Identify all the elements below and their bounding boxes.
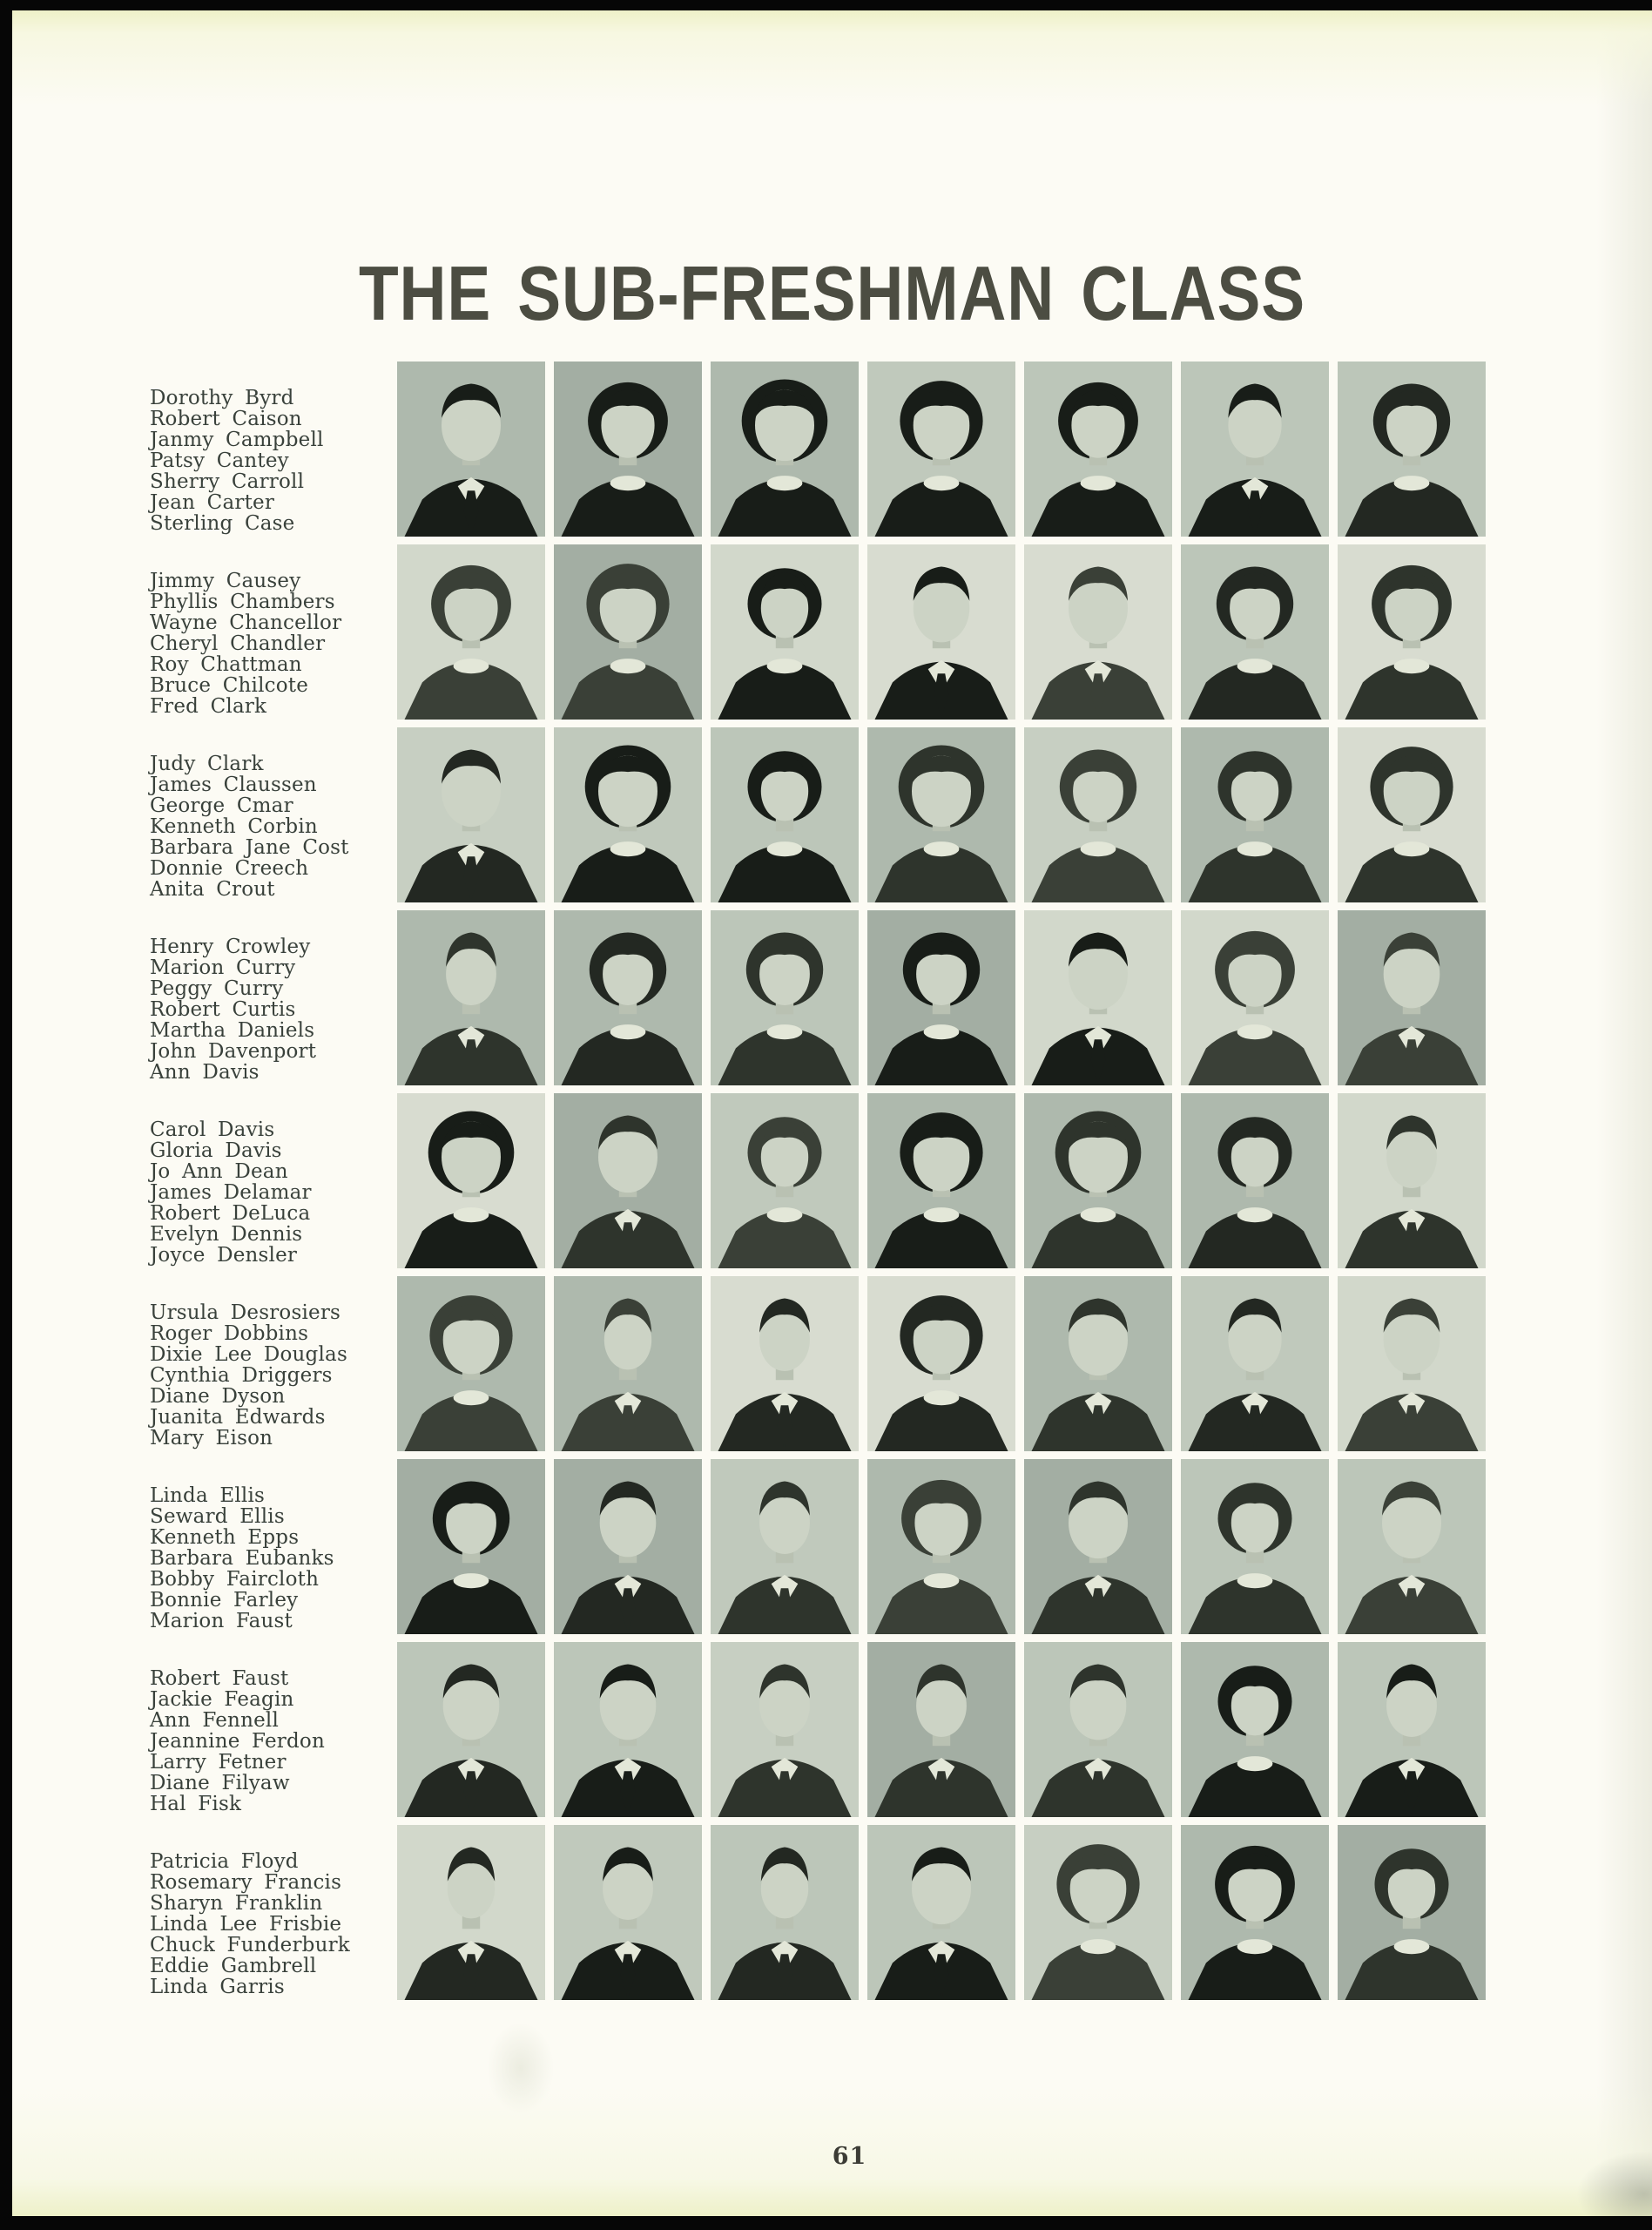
student-portrait xyxy=(1338,727,1486,902)
student-portrait xyxy=(397,910,545,1085)
student-name: Henry Crowley xyxy=(150,936,311,958)
student-name: Barbara Eubanks xyxy=(150,1547,334,1570)
portrait-silhouette-icon xyxy=(1181,362,1329,537)
student-name: Rosemary Francis xyxy=(150,1871,342,1894)
student-name: Seward Ellis xyxy=(150,1505,285,1528)
portrait-silhouette-icon xyxy=(554,1093,702,1268)
student-name: Gloria Davis xyxy=(150,1139,282,1162)
student-name: Diane Filyaw xyxy=(150,1772,290,1794)
portrait-silhouette-icon xyxy=(867,362,1015,537)
student-portrait xyxy=(711,1276,859,1451)
student-portrait xyxy=(711,1642,859,1817)
student-portrait xyxy=(397,1459,545,1634)
photo-row xyxy=(397,1459,1486,1634)
portrait-silhouette-icon xyxy=(1024,1276,1172,1451)
student-portrait xyxy=(867,910,1015,1085)
portrait-silhouette-icon xyxy=(867,1276,1015,1451)
portrait-silhouette-icon xyxy=(711,727,859,902)
student-portrait xyxy=(711,362,859,537)
student-name: Linda Lee Frisbie xyxy=(150,1913,342,1936)
portrait-silhouette-icon xyxy=(867,544,1015,720)
student-portrait xyxy=(867,1276,1015,1451)
student-name: Fred Clark xyxy=(150,695,267,718)
portrait-silhouette-icon xyxy=(1181,727,1329,902)
portrait-silhouette-icon xyxy=(1181,1459,1329,1634)
student-name: Janmy Campbell xyxy=(150,429,324,451)
portrait-silhouette-icon xyxy=(554,1459,702,1634)
portrait-silhouette-icon xyxy=(554,1642,702,1817)
student-portrait xyxy=(1181,1825,1329,2000)
student-portrait xyxy=(711,727,859,902)
student-name: Jackie Feagin xyxy=(150,1688,294,1711)
student-name: Phyllis Chambers xyxy=(150,591,335,613)
portrait-silhouette-icon xyxy=(1338,1642,1486,1817)
portrait-silhouette-icon xyxy=(1338,1093,1486,1268)
student-name: Dorothy Byrd xyxy=(150,387,294,409)
photo-row xyxy=(397,362,1486,537)
portrait-silhouette-icon xyxy=(397,1093,545,1268)
student-name: Jo Ann Dean xyxy=(150,1160,288,1183)
student-portrait xyxy=(554,1459,702,1634)
roster-row xyxy=(150,1459,1486,1634)
student-portrait xyxy=(711,1093,859,1268)
student-portrait xyxy=(1181,1276,1329,1451)
student-name: Marion Curry xyxy=(150,956,296,979)
portrait-silhouette-icon xyxy=(397,362,545,537)
portrait-silhouette-icon xyxy=(867,1642,1015,1817)
student-portrait xyxy=(397,727,545,902)
student-name: Ann Fennell xyxy=(150,1709,280,1732)
portrait-silhouette-icon xyxy=(1181,910,1329,1085)
student-portrait xyxy=(711,544,859,720)
photo-row xyxy=(397,910,1486,1085)
portrait-silhouette-icon xyxy=(1024,1459,1172,1634)
portrait-silhouette-icon xyxy=(1181,1093,1329,1268)
portrait-silhouette-icon xyxy=(397,1825,545,2000)
student-name: Bruce Chilcote xyxy=(150,674,309,697)
portrait-silhouette-icon xyxy=(554,727,702,902)
student-name: Sharyn Franklin xyxy=(150,1892,323,1915)
student-portrait xyxy=(397,1825,545,2000)
portrait-silhouette-icon xyxy=(711,1276,859,1451)
student-portrait xyxy=(1338,544,1486,720)
portrait-silhouette-icon xyxy=(867,1825,1015,2000)
student-name: Evelyn Dennis xyxy=(150,1223,303,1246)
page-title: THE SUB-FRESHMAN CLASS xyxy=(358,249,1306,336)
student-portrait xyxy=(554,1093,702,1268)
portrait-silhouette-icon xyxy=(867,910,1015,1085)
student-name: Robert Caison xyxy=(150,408,302,430)
student-name: Cheryl Chandler xyxy=(150,632,326,655)
student-portrait xyxy=(554,1642,702,1817)
name-list-group xyxy=(150,362,397,534)
student-portrait xyxy=(1338,1825,1486,2000)
portrait-silhouette-icon xyxy=(1338,362,1486,537)
portrait-silhouette-icon xyxy=(1024,910,1172,1085)
portrait-silhouette-icon xyxy=(397,1276,545,1451)
portrait-silhouette-icon xyxy=(711,362,859,537)
student-portrait xyxy=(1181,362,1329,537)
portrait-silhouette-icon xyxy=(1024,727,1172,902)
student-name: Linda Garris xyxy=(150,1976,285,1998)
roster-row xyxy=(150,1093,1486,1268)
student-name: Marion Faust xyxy=(150,1610,293,1632)
student-name: Cynthia Driggers xyxy=(150,1364,333,1387)
student-name: Eddie Gambrell xyxy=(150,1955,317,1977)
portrait-silhouette-icon xyxy=(1338,544,1486,720)
student-portrait xyxy=(397,362,545,537)
student-portrait xyxy=(711,1825,859,2000)
portrait-silhouette-icon xyxy=(711,910,859,1085)
student-name: Ann Davis xyxy=(150,1061,260,1084)
student-portrait xyxy=(1024,1459,1172,1634)
portrait-silhouette-icon xyxy=(1024,362,1172,537)
roster-row xyxy=(150,910,1486,1085)
name-list-group xyxy=(150,910,397,1083)
photo-row xyxy=(397,1825,1486,2000)
student-portrait xyxy=(711,1459,859,1634)
student-portrait xyxy=(867,1093,1015,1268)
student-portrait xyxy=(397,1093,545,1268)
student-name: Robert Curtis xyxy=(150,998,296,1021)
portrait-silhouette-icon xyxy=(711,544,859,720)
student-portrait xyxy=(554,1276,702,1451)
student-portrait xyxy=(554,727,702,902)
student-portrait xyxy=(554,1825,702,2000)
student-name: Anita Crout xyxy=(150,878,275,901)
student-portrait xyxy=(1181,1093,1329,1268)
student-name: Carol Davis xyxy=(150,1118,275,1141)
roster-row xyxy=(150,1825,1486,2000)
student-name: Diane Dyson xyxy=(150,1385,286,1408)
student-name: Roger Dobbins xyxy=(150,1322,309,1345)
portrait-silhouette-icon xyxy=(397,1642,545,1817)
student-name: Mary Eison xyxy=(150,1427,273,1450)
name-list-group xyxy=(150,1459,397,1632)
name-list-group xyxy=(150,1642,397,1814)
student-name: Roy Chattman xyxy=(150,653,302,676)
student-portrait xyxy=(1024,1642,1172,1817)
student-portrait xyxy=(867,544,1015,720)
photo-row xyxy=(397,727,1486,902)
student-name: Barbara Jane Cost xyxy=(150,836,349,859)
portrait-silhouette-icon xyxy=(397,727,545,902)
name-list-group xyxy=(150,1093,397,1266)
portrait-silhouette-icon xyxy=(1024,544,1172,720)
portrait-silhouette-icon xyxy=(1338,1459,1486,1634)
student-name: Bobby Faircloth xyxy=(150,1568,320,1591)
portrait-silhouette-icon xyxy=(867,1093,1015,1268)
portrait-silhouette-icon xyxy=(1338,910,1486,1085)
student-name: Joyce Densler xyxy=(150,1244,298,1267)
student-name: Jean Carter xyxy=(150,491,275,514)
student-portrait xyxy=(1338,1276,1486,1451)
student-name: Patricia Floyd xyxy=(150,1850,299,1873)
portrait-silhouette-icon xyxy=(554,1825,702,2000)
student-name: Peggy Curry xyxy=(150,977,284,1000)
student-portrait xyxy=(867,1459,1015,1634)
portrait-silhouette-icon xyxy=(1338,1825,1486,2000)
student-name: Chuck Funderburk xyxy=(150,1934,350,1956)
student-portrait xyxy=(397,1642,545,1817)
portrait-silhouette-icon xyxy=(1024,1093,1172,1268)
roster-row xyxy=(150,1276,1486,1451)
student-portrait xyxy=(554,362,702,537)
student-portrait xyxy=(1181,910,1329,1085)
portrait-silhouette-icon xyxy=(397,910,545,1085)
student-portrait xyxy=(1024,1825,1172,2000)
student-portrait xyxy=(554,910,702,1085)
student-name: Linda Ellis xyxy=(150,1484,266,1507)
student-portrait xyxy=(1181,727,1329,902)
portrait-silhouette-icon xyxy=(867,727,1015,902)
student-portrait xyxy=(867,727,1015,902)
portrait-silhouette-icon xyxy=(711,1642,859,1817)
portrait-silhouette-icon xyxy=(711,1825,859,2000)
portrait-silhouette-icon xyxy=(867,1459,1015,1634)
student-portrait xyxy=(1181,544,1329,720)
name-list-group xyxy=(150,1276,397,1449)
student-portrait xyxy=(1338,910,1486,1085)
student-portrait xyxy=(1024,1093,1172,1268)
photo-row xyxy=(397,544,1486,720)
portrait-silhouette-icon xyxy=(397,1459,545,1634)
student-portrait xyxy=(711,910,859,1085)
student-portrait xyxy=(1338,1093,1486,1268)
photo-row xyxy=(397,1093,1486,1268)
student-portrait xyxy=(867,362,1015,537)
portrait-silhouette-icon xyxy=(397,544,545,720)
student-name: Patsy Cantey xyxy=(150,449,289,472)
student-name: Kenneth Epps xyxy=(150,1526,300,1549)
student-portrait xyxy=(1181,1459,1329,1634)
student-name: Bonnie Farley xyxy=(150,1589,299,1612)
portrait-silhouette-icon xyxy=(711,1459,859,1634)
name-list-group xyxy=(150,1825,397,1997)
student-portrait xyxy=(397,1276,545,1451)
student-name: James Claussen xyxy=(150,774,317,796)
student-portrait xyxy=(397,544,545,720)
portrait-silhouette-icon xyxy=(1181,1276,1329,1451)
student-portrait xyxy=(1181,1642,1329,1817)
portrait-silhouette-icon xyxy=(554,544,702,720)
portrait-silhouette-icon xyxy=(554,910,702,1085)
student-portrait xyxy=(1338,362,1486,537)
roster-row xyxy=(150,1642,1486,1817)
portrait-silhouette-icon xyxy=(1024,1642,1172,1817)
student-name: Hal Fisk xyxy=(150,1793,242,1815)
student-portrait xyxy=(1024,1276,1172,1451)
student-name: Sherry Carroll xyxy=(150,470,305,493)
student-name: Jeannine Ferdon xyxy=(150,1730,325,1753)
student-name: Martha Daniels xyxy=(150,1019,315,1042)
portrait-silhouette-icon xyxy=(711,1093,859,1268)
student-name: Kenneth Corbin xyxy=(150,815,318,838)
name-list-group xyxy=(150,544,397,717)
student-portrait xyxy=(1024,544,1172,720)
roster-row xyxy=(150,362,1486,537)
student-name: Donnie Creech xyxy=(150,857,309,880)
portrait-silhouette-icon xyxy=(1181,1825,1329,2000)
portrait-silhouette-icon xyxy=(1024,1825,1172,2000)
photo-row xyxy=(397,1642,1486,1817)
student-portrait xyxy=(867,1642,1015,1817)
student-name: Judy Clark xyxy=(150,753,264,775)
student-name: Robert Faust xyxy=(150,1667,289,1690)
student-name: Wayne Chancellor xyxy=(150,612,342,634)
portrait-silhouette-icon xyxy=(554,1276,702,1451)
student-name: George Cmar xyxy=(150,794,293,817)
name-list-group xyxy=(150,727,397,900)
student-name: Jimmy Causey xyxy=(150,570,301,592)
student-portrait xyxy=(1024,910,1172,1085)
portrait-silhouette-icon xyxy=(1338,727,1486,902)
portrait-silhouette-icon xyxy=(1338,1276,1486,1451)
student-name: John Davenport xyxy=(150,1040,317,1063)
portrait-silhouette-icon xyxy=(1181,1642,1329,1817)
student-name: Juanita Edwards xyxy=(150,1406,326,1429)
student-name: Dixie Lee Douglas xyxy=(150,1343,347,1366)
student-name: Ursula Desrosiers xyxy=(150,1301,341,1324)
student-portrait xyxy=(1024,727,1172,902)
roster-row xyxy=(150,544,1486,720)
student-name: Larry Fetner xyxy=(150,1751,287,1774)
student-portrait xyxy=(554,544,702,720)
page-number: 61 xyxy=(832,2143,867,2170)
student-name: James Delamar xyxy=(150,1181,312,1204)
portrait-silhouette-icon xyxy=(1181,544,1329,720)
student-portrait xyxy=(1338,1642,1486,1817)
student-portrait xyxy=(1338,1459,1486,1634)
student-portrait xyxy=(867,1825,1015,2000)
student-name: Robert DeLuca xyxy=(150,1202,311,1225)
student-name: Sterling Case xyxy=(150,512,295,535)
photo-row xyxy=(397,1276,1486,1451)
student-portrait xyxy=(1024,362,1172,537)
roster-row xyxy=(150,727,1486,902)
portrait-silhouette-icon xyxy=(554,362,702,537)
